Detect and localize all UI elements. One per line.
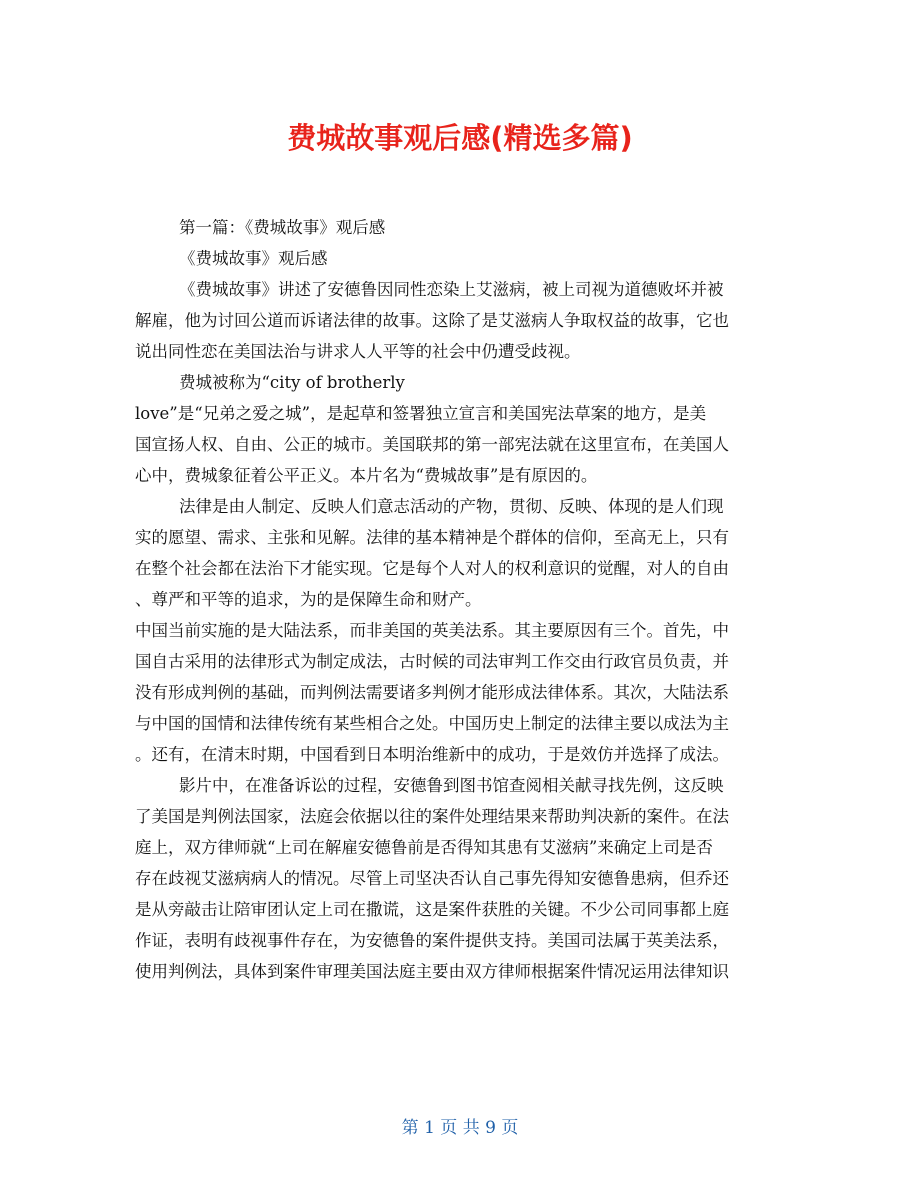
text-line: 没有形成判例的基础，而判例法需要诸多判例才能形成法律体系。其次，大陆法系	[135, 683, 729, 702]
text-line: 影片中，在准备诉讼的过程，安德鲁到图书馆查阅相关献寻找先例，这反映	[179, 776, 724, 795]
text-line: 第一篇：《费城故事》观后感	[179, 218, 386, 237]
text-line: 作证，表明有歧视事件存在，为安德鲁的案件提供支持。美国司法属于英美法系，	[135, 931, 729, 950]
text-line: 中国当前实施的是大陆法系，而非美国的英美法系。其主要原因有三个。首先，中	[135, 621, 729, 640]
text-line: 费城被称为“city of brotherly	[179, 373, 405, 392]
text-line: 《费城故事》讲述了安德鲁因同性恋染上艾滋病，被上司视为道德败坏并被	[179, 280, 724, 299]
text-line: 说出同性恋在美国法治与讲求人人平等的社会中仍遭受歧视。	[135, 342, 581, 361]
text-line: 《费城故事》观后感	[179, 249, 328, 268]
page-footer: 第 1 页 共 9 页	[401, 1118, 519, 1138]
text-line: 实的愿望、需求、主张和见解。法律的基本精神是个群体的信仰，至高无上，只有	[135, 528, 729, 547]
text-line: 使用判例法，具体到案件审理美国法庭主要由双方律师根据案件情况运用法律知识	[135, 962, 729, 981]
text-line: 是从旁敲击让陪审团认定上司在撒谎，这是案件获胜的关键。不少公司同事都上庭	[135, 900, 729, 919]
text-line: 国自古采用的法律形式为制定成法，古时候的司法审判工作交由行政官员负责，并	[135, 652, 729, 671]
text-line: 、尊严和平等的追求，为的是保障生命和财产。	[135, 590, 482, 609]
text-line: 存在歧视艾滋病病人的情况。尽管上司坚决否认自己事先得知安德鲁患病，但乔还	[135, 869, 729, 888]
text-line: 法律是由人制定、反映人们意志活动的产物，贯彻、反映、体现的是人们现	[179, 497, 724, 516]
text-line: 与中国的国情和法律传统有某些相合之处。中国历史上制定的法律主要以成法为主	[135, 714, 729, 733]
text-line: 在整个社会都在法治下才能实现。它是每个人对人的权利意识的觉醒，对人的自由	[135, 559, 729, 578]
text-line: 了美国是判例法国家，法庭会依据以往的案件处理结果来帮助判决新的案件。在法	[135, 807, 729, 826]
text-line: 。还有，在清末时期，中国看到日本明治维新中的成功，于是效仿并选择了成法。	[135, 745, 729, 764]
text-line: love”是“兄弟之爱之城”，是起草和签署独立宣言和美国宪法草案的地方，是美	[135, 404, 707, 423]
text-line: 国宣扬人权、自由、公正的城市。美国联邦的第一部宪法就在这里宣布，在美国人	[135, 435, 729, 454]
document-body	[135, 212, 795, 987]
document-title: 费城故事观后感(精选多篇)	[287, 121, 633, 155]
text-line: 庭上，双方律师就“上司在解雇安德鲁前是否得知其患有艾滋病”来确定上司是否	[135, 838, 713, 857]
text-line: 解雇，他为讨回公道而诉诸法律的故事。这除了是艾滋病人争取权益的故事，它也	[135, 311, 729, 330]
text-line: 心中，费城象征着公平正义。本片名为“费城故事”是有原因的。	[135, 466, 598, 485]
